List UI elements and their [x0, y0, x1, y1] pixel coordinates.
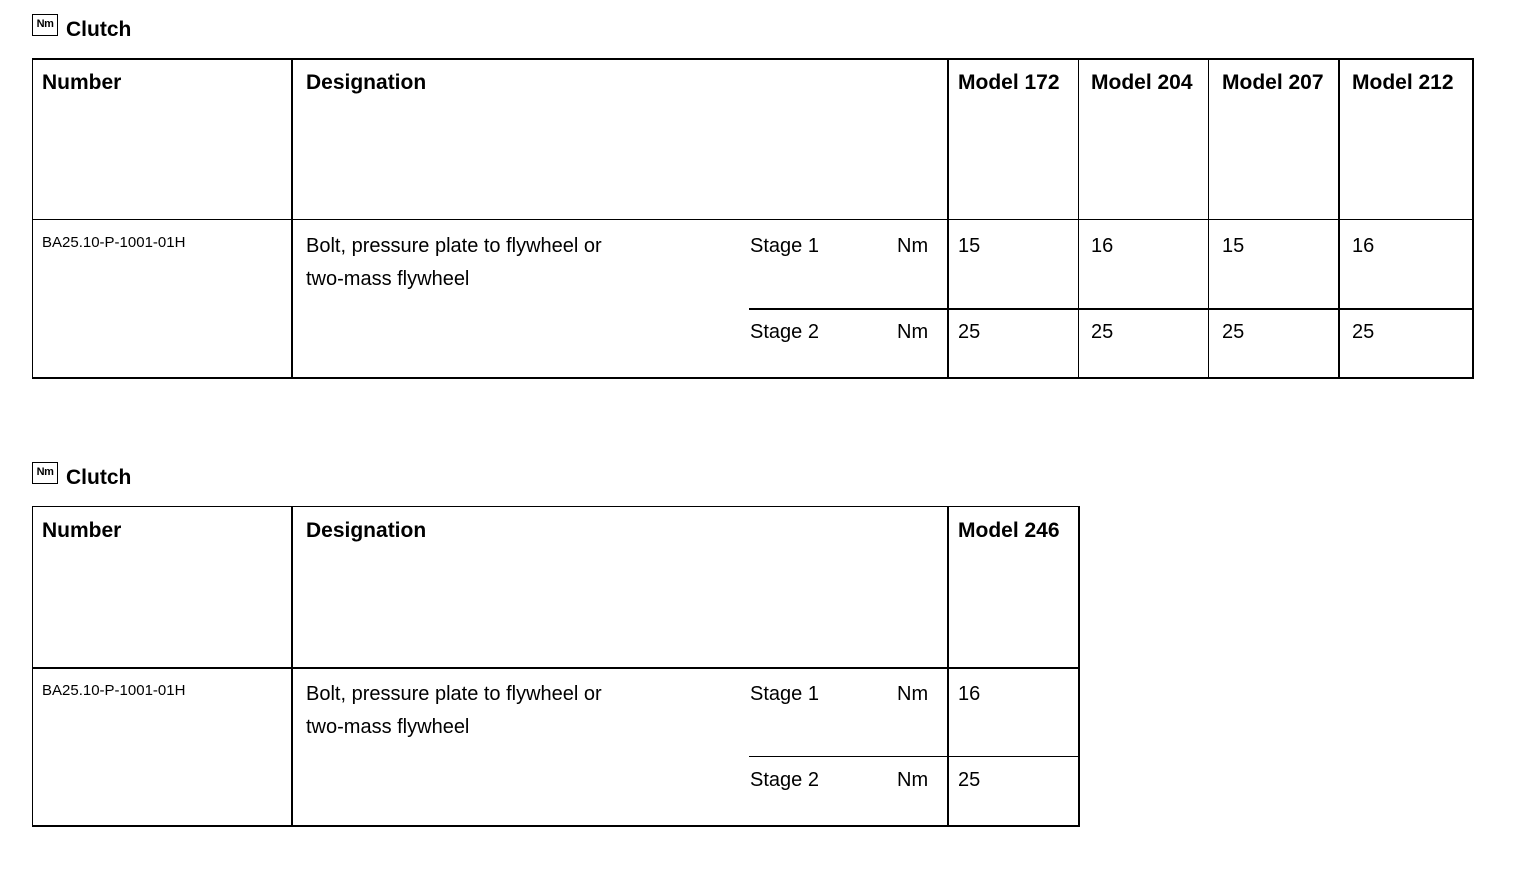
header-model: Model 204 [1091, 71, 1193, 94]
torque-value: 16 [958, 683, 981, 705]
section-title-text: Clutch [66, 18, 132, 41]
header-model: Model 207 [1222, 71, 1324, 94]
torque-nm-icon: Nm [32, 462, 58, 484]
torque-value: 25 [1352, 321, 1375, 343]
header-model: Model 172 [958, 71, 1060, 94]
part-number: BA25.10-P-1001-01H [42, 234, 186, 251]
header-designation: Designation [306, 71, 427, 94]
unit-label: Nm [897, 321, 929, 343]
header-number: Number [42, 519, 122, 542]
stage-label: Stage 1 [750, 235, 819, 257]
header-number: Number [42, 71, 122, 94]
torque-value: 25 [958, 321, 981, 343]
stage-label: Stage 2 [750, 769, 819, 791]
header-model: Model 212 [1352, 71, 1454, 94]
stage-label: Stage 1 [750, 683, 819, 705]
torque-value: 25 [1222, 321, 1245, 343]
torque-nm-icon: Nm [32, 14, 58, 36]
torque-table [32, 58, 1474, 379]
torque-table [32, 506, 1080, 827]
part-number: BA25.10-P-1001-01H [42, 682, 186, 699]
torque-value: 15 [1222, 235, 1245, 257]
header-model: Model 246 [958, 519, 1060, 542]
torque-value: 25 [1091, 321, 1114, 343]
header-designation: Designation [306, 519, 427, 542]
section-title-text: Clutch [66, 466, 132, 489]
unit-label: Nm [897, 683, 929, 705]
section-title [32, 12, 131, 42]
torque-value: 16 [1091, 235, 1114, 257]
torque-value: 15 [958, 235, 981, 257]
section-title [32, 460, 131, 490]
unit-label: Nm [897, 235, 929, 257]
designation-text: Bolt, pressure plate to flywheel or two-mass flywheel [306, 683, 602, 738]
torque-value: 16 [1352, 235, 1375, 257]
designation-text: Bolt, pressure plate to flywheel or two-mass flywheel [306, 235, 602, 290]
torque-value: 25 [958, 769, 981, 791]
unit-label: Nm [897, 769, 929, 791]
stage-label: Stage 2 [750, 321, 819, 343]
